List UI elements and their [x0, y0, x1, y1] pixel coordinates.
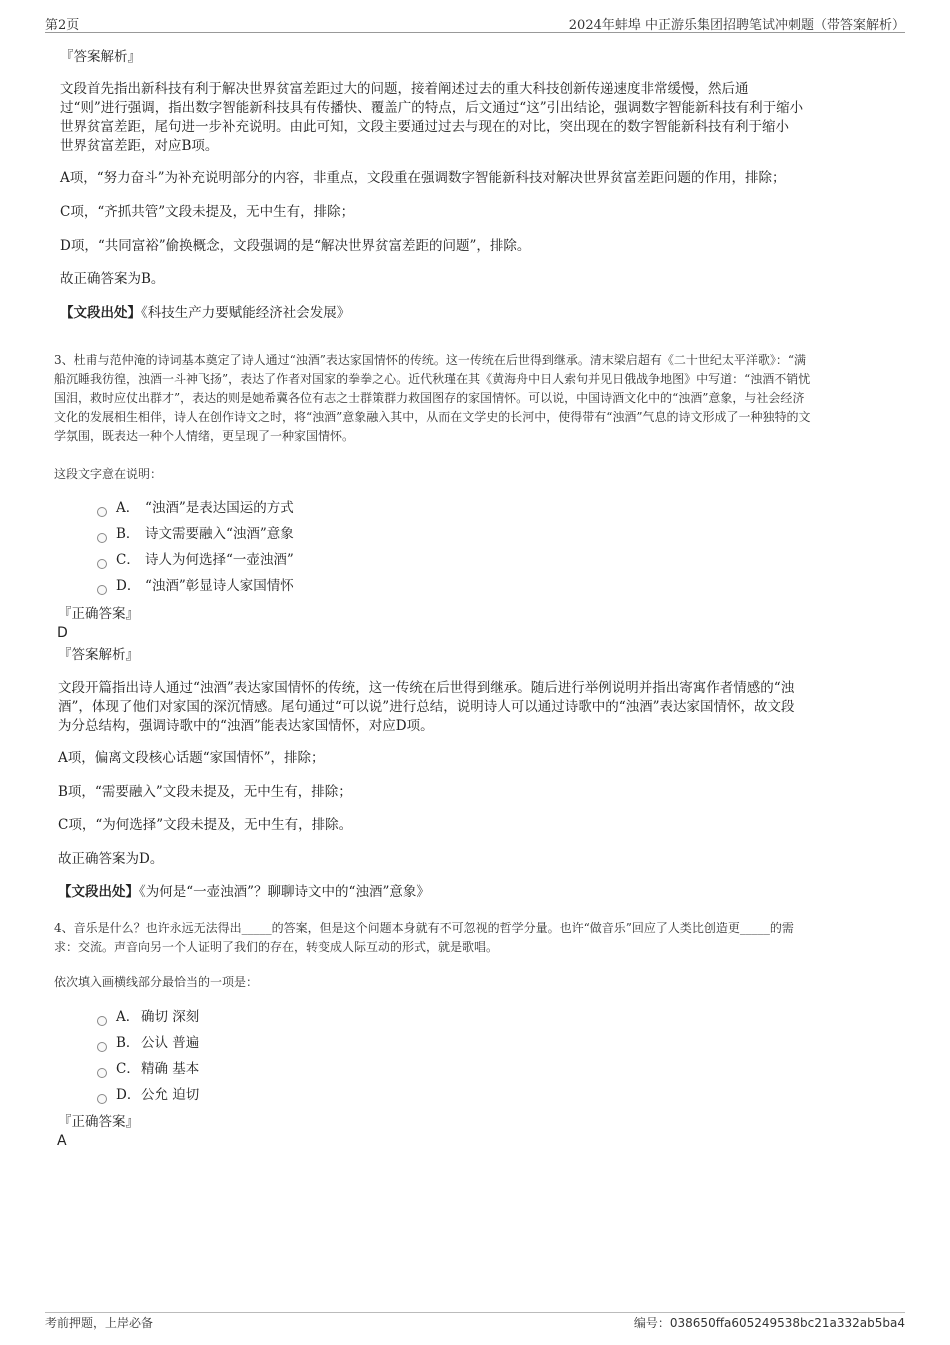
option-letter: C． [116, 552, 140, 568]
option-text: “浊酒”彰显诗人家国情怀 [145, 578, 294, 594]
option-letter: B． [116, 526, 140, 542]
q2-source [60, 304, 350, 323]
q2-note-c: C项，“齐抓共管”文段未提及，无中生有，排除； [60, 204, 355, 220]
radio-button[interactable] [97, 585, 107, 595]
option-letter: C． [116, 1061, 140, 1077]
q4-stem-line: 4、音乐是什么？也许永远无法得出_____的答案，但是这个问题本身就有不可忽视的哲学分量。也许“做音乐”回应了人类比创造更_____的需 [54, 921, 794, 935]
q4-prompt: 依次填入画横线部分最恰当的一项是： [54, 975, 259, 989]
footer-slogan: 考前押题，上岸必备 [45, 1316, 154, 1330]
q3-stem-line: 国泪，救时应仗出群才”，表达的则是她希冀各位有志之士群策群力救国图存的家国情怀。可以说，中国诗酒文化中的“浊酒”意象，与社会经济 [54, 391, 805, 405]
option-letter: A． [116, 500, 140, 516]
q3-stem-line: 3、杜甫与范仲淹的诗词基本奠定了诗人通过“浊酒”表达家国情怀的传统。这一传统在后世得到继承。清末梁启超有《二十世纪太平洋歌》：“满 [54, 353, 807, 367]
q3-note-a: A项，偏离文段核心话题“家国情怀”，排除； [58, 750, 325, 766]
option-letter: B． [116, 1035, 140, 1051]
option-text: 诗人为何选择“一壶浊酒” [145, 552, 294, 568]
q3-conclusion: 故正确答案为D。 [58, 851, 164, 867]
q3-analysis-line: 为分总结构，强调诗歌中的“浊酒”能表达家国情怀，对应D项。 [58, 718, 434, 734]
option-letter: D． [116, 578, 141, 594]
q2-analysis-line: 世界贫富差距，对应B项。 [60, 138, 219, 154]
q3-stem-line: 学氛围，既表达一种个人情绪，更呈现了一种家国情怀。 [54, 429, 355, 443]
radio-button[interactable] [97, 1068, 107, 1078]
option-letter: D． [116, 1087, 141, 1103]
q3-analysis-label: 『答案解析』 [58, 647, 139, 663]
radio-button[interactable] [97, 507, 107, 517]
q4-stem-line: 求：交流。声音向另一个人证明了我们的存在，转变成人际互动的形式，就是歌唱。 [54, 940, 499, 954]
q2-analysis-line: 世界贫富差距，尾句进一步补充说明。由此可知，文段主要通过过去与现在的对比，突出现在的数字智能新科技有利于缩小 [60, 119, 789, 135]
footer-divider [45, 1312, 905, 1313]
option-text: “浊酒”是表达国运的方式 [145, 500, 294, 516]
q2-analysis-line: 过“则”进行强调，指出数字智能新科技具有传播快、覆盖广的特点，后文通过“这”引出结论，强调数字智能新科技有利于缩小 [60, 100, 804, 116]
q4-correct-answer: A [57, 1133, 67, 1149]
q3-note-b: B项，“需要融入”文段未提及，无中生有，排除； [58, 784, 352, 800]
source-label: 【文段出处】 [58, 884, 139, 900]
q2-analysis-label: 『答案解析』 [60, 49, 141, 65]
q4-correct-label: 『正确答案』 [58, 1114, 139, 1130]
q3-analysis-line: 文段开篇指出诗人通过“浊酒”表达家国情怀的传统，这一传统在后世得到继承。随后进行举例说明并指出寄寓作者情感的“浊 [58, 680, 795, 696]
header-divider [45, 32, 905, 33]
code-value: 038650ffa605249538bc21a332ab5ba4 [669, 1316, 905, 1330]
radio-button[interactable] [97, 1094, 107, 1104]
page-number: 第2页 [45, 18, 80, 33]
option-text: 精确 基本 [141, 1061, 200, 1077]
q3-stem-line: 文化的发展相生相伴，诗人在创作诗文之时，将“浊酒”意象融入其中，从而在文学史的长河中，使得带有“浊酒”气息的诗文形成了一种独特的文 [54, 410, 811, 424]
source-label: 【文段出处】 [60, 305, 141, 321]
q3-correct-label: 『正确答案』 [58, 606, 139, 622]
q3-source [58, 883, 430, 902]
option-text: 诗文需要融入“浊酒”意象 [145, 526, 294, 542]
radio-button[interactable] [97, 1042, 107, 1052]
option-letter: A． [116, 1009, 140, 1025]
q3-correct-answer: D [57, 625, 68, 641]
q2-note-d: D项，“共同富裕”偷换概念，文段强调的是“解决世界贫富差距的问题”，排除。 [60, 238, 531, 254]
q3-analysis-line: 酒”，体现了他们对家国的深沉情感。尾句通过“可以说”进行总结，说明诗人可以通过诗歌中的“浊酒”表达家国情怀，故文段 [58, 699, 795, 715]
q2-conclusion: 故正确答案为B。 [60, 271, 165, 287]
source-text: 《为何是“一壶浊酒”？聊聊诗文中的“浊酒”意象》 [139, 884, 430, 900]
radio-button[interactable] [97, 1016, 107, 1026]
q2-analysis-line: 文段首先指出新科技有利于解决世界贫富差距过大的问题，接着阐述过去的重大科技创新传递速度非常缓慢，然后通 [60, 81, 749, 97]
radio-button[interactable] [97, 533, 107, 543]
q3-note-c: C项，“为何选择”文段未提及，无中生有，排除。 [58, 817, 353, 833]
document-code [634, 1314, 905, 1331]
q3-stem-line: 船沉睡我彷徨，浊酒一斗神飞扬”，表达了作者对国家的拳拳之心。近代秋瑾在其《黄海舟中日人索句并见日俄战争地图》中写道：“浊酒不销忧 [54, 372, 811, 386]
option-text: 确切 深刻 [141, 1009, 200, 1025]
option-text: 公允 迫切 [141, 1087, 200, 1103]
option-text: 公认 普遍 [141, 1035, 200, 1051]
radio-button[interactable] [97, 559, 107, 569]
q2-note-a: A项，“努力奋斗”为补充说明部分的内容，非重点，文段重在强调数字智能新科技对解决世界贫富差距问题的作用，排除； [60, 170, 786, 186]
code-label: 编号： [633, 1316, 670, 1330]
source-text: 《科技生产力要赋能经济社会发展》 [141, 305, 351, 321]
q3-prompt: 这段文字意在说明： [54, 467, 163, 481]
document-title: 2024年蚌埠 中正游乐集团招聘笔试冲刺题（带答案解析） [568, 18, 905, 33]
